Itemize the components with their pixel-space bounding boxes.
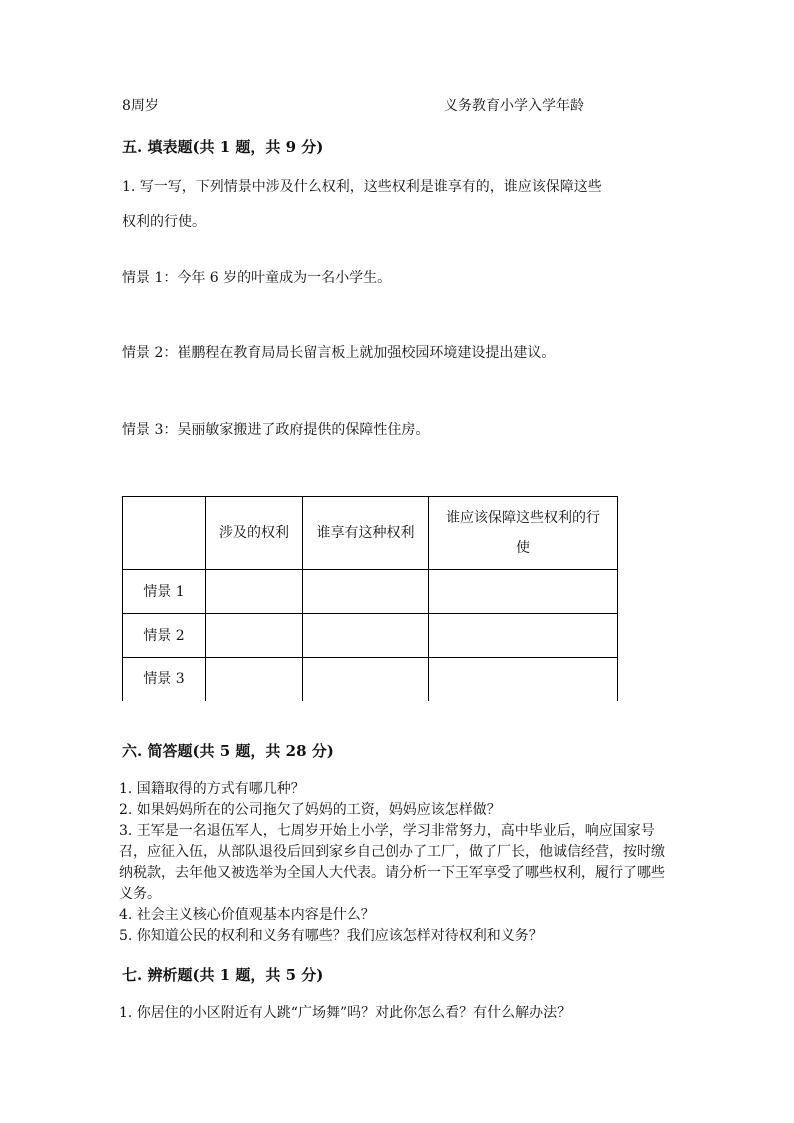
table-row-label: 情景 1 <box>123 570 206 614</box>
age-label: 义务教育小学入学年龄 <box>444 98 584 114</box>
table-header-corner <box>123 497 206 570</box>
scenario-3: 情景 3：吴丽敏家搬进了政府提供的保障性住房。 <box>122 422 430 438</box>
table-cell <box>429 614 618 658</box>
table-header-row <box>123 497 618 570</box>
section7-heading: 七. 辨析题(共 1 题，共 5 分) <box>122 966 324 984</box>
scenario-1: 情景 1：今年 6 岁的叶童成为一名小学生。 <box>122 270 392 286</box>
list-item: 4. 社会主义核心价值观基本内容是什么？ <box>119 907 375 923</box>
table-row <box>123 658 618 701</box>
table-cell <box>303 614 429 658</box>
section6-question-list <box>119 779 669 947</box>
table-header-right: 涉及的权利 <box>206 497 303 570</box>
fill-table <box>122 496 618 701</box>
table-cell <box>429 658 618 701</box>
table-cell <box>206 570 303 614</box>
section7-q1: 1. 你居住的小区附近有人跳“广场舞”吗？对此你怎么看？有什么解办法？ <box>119 1005 572 1021</box>
table-cell <box>303 570 429 614</box>
table-row-label: 情景 2 <box>123 614 206 658</box>
list-item: 2. 如果妈妈所在的公司拖欠了妈妈的工资，妈妈应该怎样做？ <box>119 802 501 818</box>
table-header-guarantor: 谁应该保障这些权利的行使 <box>429 497 618 570</box>
table-header-holder: 谁享有这种权利 <box>303 497 429 570</box>
table-cell <box>206 614 303 658</box>
scenario-2: 情景 2：崔鹏程在教育局局长留言板上就加强校园环境建设提出建议。 <box>122 345 556 361</box>
table-cell <box>206 658 303 701</box>
list-item: 5. 你知道公民的权利和义务有哪些？我们应该怎样对待权利和义务？ <box>119 928 543 944</box>
table-row <box>123 614 618 658</box>
table-row-label: 情景 3 <box>123 658 206 701</box>
list-item: 3. 王军是一名退伍军人，七周岁开始上小学，学习非常努力，高中毕业后，响应国家号召，应征入伍，从部队退役后回到家乡自己创办了工厂，做了厂长，他诚信经营，按时缴纳税款，去年他又被选举为全国人大代表。请分析一下王军享受了哪些权利，履行了哪些义务。 <box>119 823 665 902</box>
table-cell <box>429 570 618 614</box>
table-row <box>123 570 618 614</box>
section6-heading: 六. 简答题(共 5 题，共 28 分) <box>122 742 334 760</box>
section5-q1-line1: 1. 写一写，下列情景中涉及什么权利，这些权利是谁享有的，谁应该保障这些 <box>122 179 602 195</box>
list-item: 1. 国籍取得的方式有哪几种？ <box>119 781 305 797</box>
age-value: 8周岁 <box>122 98 159 114</box>
section5-heading: 五. 填表题(共 1 题，共 9 分) <box>122 138 324 156</box>
section5-q1-line2: 权利的行使。 <box>122 214 206 230</box>
table-cell <box>303 658 429 701</box>
